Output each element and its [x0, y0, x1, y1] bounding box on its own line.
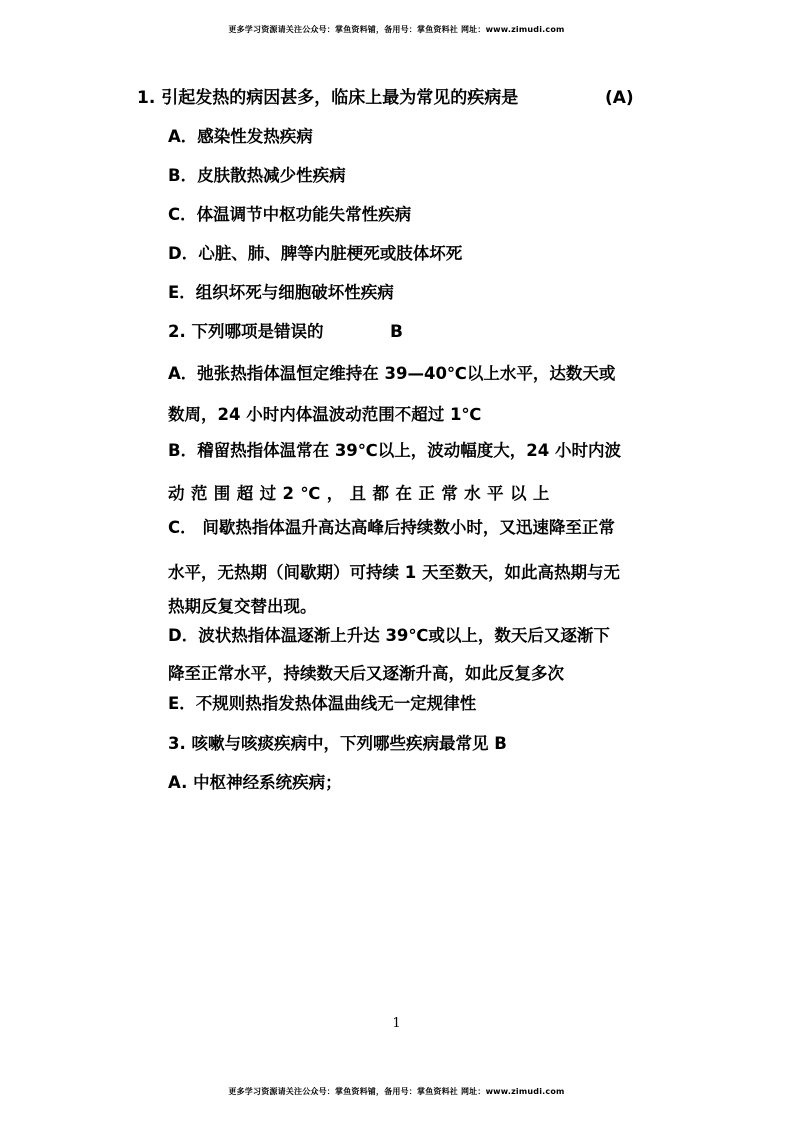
- question-3-text: 3. 咳嗽与咳痰疾病中，下列哪些疾病最常见 B: [168, 734, 507, 753]
- question-2-line: 降至正常水平，持续数天后又逐渐升高，如此反复多次: [168, 664, 564, 683]
- question-2-line: 热期反复交替出现。: [168, 597, 317, 616]
- page-number: 1: [392, 1016, 401, 1031]
- header-note: 更多学习资源请关注公众号：掌鱼资料铺，备用号：掌鱼资料社 网址：www.zimudi.com: [228, 25, 565, 34]
- question-2-text: 2. 下列哪项是错误的: [168, 322, 324, 341]
- question-2-line: 动范围超过2℃，且都在正常水平以上: [168, 484, 556, 503]
- footer-note: 更多学习资源请关注公众号：掌鱼资料铺，备用号：掌鱼资料社 网址：www.zimudi.com: [228, 1087, 565, 1096]
- question-1-answer: (A): [605, 88, 634, 108]
- question-2-line: D．波状热指体温逐渐上升达 39℃或以上，数天后又逐渐下: [168, 626, 610, 645]
- question-2-line: 数周，24 小时内体温波动范围不超过 1℃: [168, 405, 482, 424]
- question-2-answer: B: [390, 322, 403, 342]
- question-2-line: E．不规则热指发热体温曲线无一定规律性: [168, 694, 477, 713]
- question-3-option-a: A. 中枢神经系统疾病；: [168, 773, 342, 792]
- question-1-option-e: E．组织坏死与细胞破坏性疾病: [168, 283, 394, 302]
- question-2-line: C． 间歇热指体温升高达高峰后持续数小时，又迅速降至正常: [168, 518, 615, 537]
- question-1-option-c: C．体温调节中枢功能失常性疾病: [168, 205, 412, 224]
- question-2-line: A．弛张热指体温恒定维持在 39—40℃以上水平，达数天或: [168, 364, 616, 383]
- question-1-option-d: D．心脏、肺、脾等内脏梗死或肢体坏死: [168, 244, 463, 263]
- question-1-text: 1. 引起发热的病因甚多，临床上最为常见的疾病是: [137, 88, 519, 108]
- question-1-option-a: A．感染性发热疾病: [168, 127, 313, 146]
- question-2-line: 水平，无热期（间歇期）可持续 1 天至数天，如此高热期与无: [168, 563, 620, 582]
- question-2-line: B．稽留热指体温常在 39℃以上，波动幅度大，24 小时内波: [168, 441, 621, 460]
- question-1-option-b: B．皮肤散热减少性疾病: [168, 166, 346, 185]
